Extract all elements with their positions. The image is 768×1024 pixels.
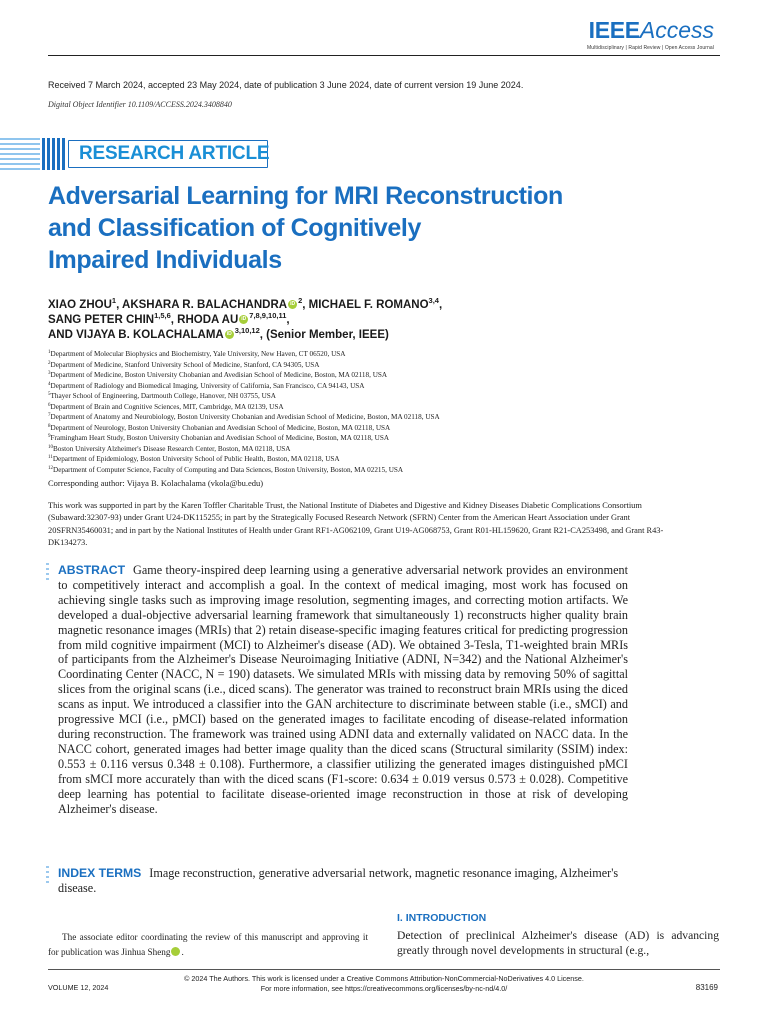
journal-tagline: Multidisciplinary | Rapid Review | Open Access Journal — [587, 45, 714, 51]
index-terms-marker — [46, 866, 49, 886]
affiliation: $^3$Department of Medicine, Boston University Chobanian and Avedisian School of Medicine, Boston, MA 02118, USA — [48, 371, 388, 379]
editor-footnote: The associate editor coordinating the review of this manuscript and approving it for publication was Jinhua Sheng iD. — [48, 932, 368, 957]
index-terms-label: INDEX TERMS — [58, 866, 142, 880]
affiliation: $^2$Department of Medicine, Stanford University School of Medicine, Stanford, CA 94305, USA — [48, 360, 320, 369]
abstract-text: Game theory-inspired deep learning using a generative adversarial network provides an environment to competitively interact and accomplish a goal. In the context of medical imaging, most work has focused on achieving single tasks such as improving image resolution, segmenting images, and correcting motion artifacts. We developed a dual-objective adversarial learning framework that simultaneously 1) reconstructs higher quality brain magnetic resonance images (MRIs) that 2) retain disease-specific imaging features critical for predicting progression from mild cognitive impairment (MCI) to Alzheimer's disease (AD). We obtained 3-Tesla, T1-weighted brain MRIs of participants from the Alzheimer's Disease Neuroimaging Initiative (ADNI, N=342) and the National Alzheimer's Coordinating Center (NACC, N = 190) datasets. We simulated MRIs with missing data by removing 50% of sagittal slices from the original scans (i.e., diced scans). The generator was trained to reconstruct brain MRIs using the diced scans as input. We introduced a classifier into the GAN architecture to discriminate between stable (i.e., sMCI) and progressive MCI (i.e., pMCI) based on the generated images to facilitate encoding of disease-related information during reconstruction. The framework was trained using ADNI data and externally validated on NACC data. In the NACC cohort, generated images had better image quality than the diced scans (Structural similarity (SSIM) index: 0.553 ± 0.116 versus 0.348 ± 0.108). Furthermore, a classifier utilizing the generated images distinguished pMCI from sMCI more accurately than with the diced scans (F1-score: 0.634 ± 0.019 versus 0.573 ± 0.028). Competitive deep learning has potential to facilitate disease-oriented image reconstruction in those at risk of developing Alzheimer's disease. — [58, 563, 628, 816]
affiliation: $^8$Department of Neurology, Boston University Chobanian and Avedisian School of Medicine, Boston, MA 02118, USA — [48, 423, 391, 432]
article-type: RESEARCH ARTICLE — [79, 143, 270, 164]
affiliation: $^{12}$Department of Computer Science, Faculty of Computing and Data Sciences, Boston University, Boston, MA 02215, USA — [48, 465, 404, 474]
title-line: Impaired Individuals — [48, 246, 282, 274]
abstract-label: ABSTRACT — [58, 563, 126, 577]
intro-text: Detection of preclinical Alzheimer's disease (AD) is advancing greatly through novel developments in structural (e.g., — [397, 929, 719, 957]
intro-heading: I. INTRODUCTION — [397, 912, 487, 924]
abstract-marker — [46, 563, 49, 583]
author-affil-sup: 1,5,6 — [154, 311, 171, 320]
author-list — [48, 298, 728, 343]
license-link[interactable]: For more information, see https://creativecommons.org/licenses/by-nc-nd/4.0/ — [260, 983, 508, 993]
author-line: AND VIJAYA B. KOLACHALAMA iD $^{3,10,12}$, (Senior Member, IEEE) — [48, 326, 389, 341]
license-line: © 2024 The Authors. This work is licensed under a Creative Commons Attribution-NonCommercial-NoDerivatives 4.0 License. — [184, 974, 584, 983]
affiliation: $^9$Framingham Heart Study, Boston University Chobanian and Avedisian School of Medicine, Boston, MA 02118, USA — [48, 434, 390, 442]
author-name: AKSHARA R. BALACHANDRA — [122, 299, 288, 311]
title-line: Adversarial Learning for MRI Reconstruction — [48, 182, 563, 210]
license-notice — [48, 974, 720, 993]
volume-info: VOLUME 12, 2024 — [48, 983, 109, 992]
author-affil-sup: 7,8,9,10,11 — [249, 311, 287, 320]
orcid-icon[interactable]: iD — [290, 301, 296, 307]
journal-name: IEEEAccess — [588, 17, 714, 43]
author-affil-sup: 3,4 — [428, 296, 439, 305]
affiliation: $^7$Department of Anatomy and Neurobiology, Boston University Chobanian and Avedisian School of Medicine, Boston, MA 02118, USA — [48, 413, 440, 421]
orcid-icon[interactable]: iD — [241, 316, 247, 322]
badge-bars — [42, 138, 65, 170]
index-terms — [58, 866, 628, 896]
orcid-icon[interactable]: iD — [171, 947, 180, 956]
author-name: XIAO ZHOU — [48, 299, 112, 311]
abstract — [58, 563, 628, 816]
affiliations — [48, 349, 440, 475]
affiliation: $^1$Department of Molecular Biophysics and Biochemistry, Yale University, New Haven, CT 06520, USA — [48, 350, 346, 358]
author-affil-sup: 3,10,12 — [234, 326, 260, 335]
page-number: 83169 — [695, 983, 718, 992]
index-terms-text: Image reconstruction, generative adversarial network, magnetic resonance imaging, Alzheimer's disease. — [58, 866, 619, 895]
editor-note: The associate editor coordinating the review of this manuscript and approving it for publication was Jinhua Sheng — [48, 932, 368, 957]
affiliation: $^5$Thayer School of Engineering, Dartmouth College, Hanover, NH 03755, USA — [48, 392, 276, 400]
article-type-badge — [0, 138, 270, 170]
affiliation: $^6$Department of Brain and Cognitive Sciences, MIT, Cambridge, MA 02139, USA — [48, 402, 284, 411]
badge-lines — [0, 138, 40, 170]
orcid-icon[interactable]: iD — [226, 331, 232, 337]
author-name: MICHAEL F. ROMANO — [308, 299, 429, 311]
author-line: SANG PETER CHIN$^{1,5,6}$, RHODA AU iD $^{7,8,9,10,11}$, — [48, 311, 290, 326]
funding-statement: This work was supported in part by the Karen Toffler Charitable Trust, the National Institute of Diabetes and Digestive and Kidney Diseases Diabetic Complications Consortium (Subaward:32307-93) under Grant U24-DK115255; in part by the Strategically Focused Research Network (SFRN) Center from the American Heart Association under Grant 20SFRN35460031; and in part by the National Institutes of Health under Grant RF1-AG062109, Grant U19-AG068753, Grant R01-HL159620, Grant R21-CA253498, and Grant R43-DK134273. — [48, 501, 664, 547]
author-name: RHODA AU — [177, 314, 239, 326]
author-name: SANG PETER CHIN — [48, 314, 155, 326]
paper-title — [48, 180, 648, 276]
author-affil-sup: 2 — [298, 296, 303, 305]
footer-rule — [48, 969, 720, 970]
journal-logo — [587, 18, 714, 51]
author-name: AND VIJAYA B. KOLACHALAMA — [48, 329, 224, 341]
doi: Digital Object Identifier 10.1109/ACCESS.2024.3408840 — [48, 100, 232, 109]
received-dates: Received 7 March 2024, accepted 23 May 2024, date of publication 3 June 2024, date of current version 19 June 2024. — [48, 80, 524, 90]
title-line: and Classification of Cognitively — [48, 214, 421, 242]
header-rule — [48, 55, 720, 56]
author-line: XIAO ZHOU$^1$, AKSHARA R. BALACHANDRA iD $^2$, MICHAEL F. ROMANO$^{3,4}$, — [48, 296, 443, 311]
affiliation: $^{10}$Boston University Alzheimer's Disease Research Center, Boston, MA 02118, USA — [48, 444, 291, 453]
affiliation: $^4$Department of Radiology and Biomedical Imaging, University of California, San Francisco, CA 94143, USA — [48, 381, 365, 390]
corresponding-author: Corresponding author: Vijaya B. Kolachalama (vkola@bu.edu) — [48, 478, 264, 488]
author-affil-sup: 1 — [111, 296, 117, 305]
affiliation: $^{11}$Department of Epidemiology, Boston University School of Public Health, Boston, MA 02118, USA — [48, 455, 340, 463]
